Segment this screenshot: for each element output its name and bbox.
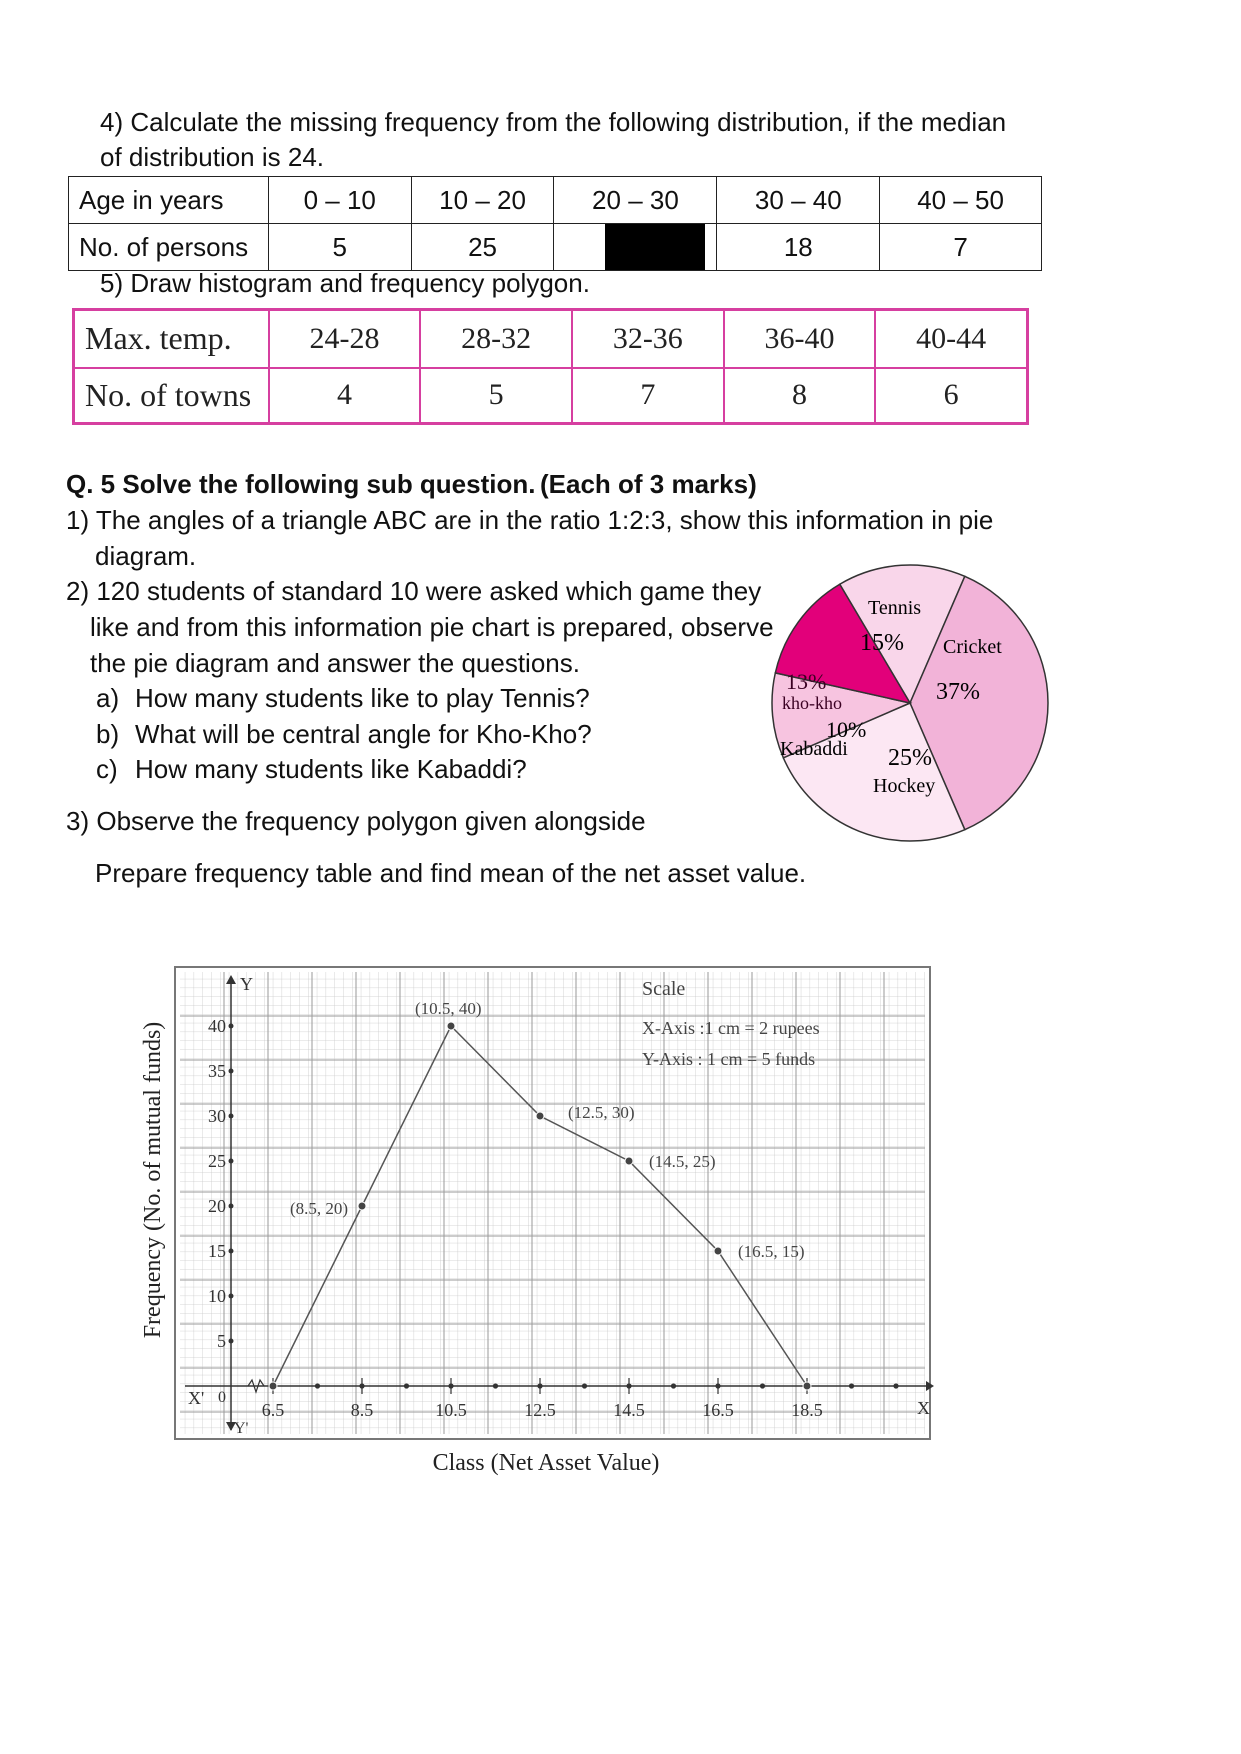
temp-class-cell: 32-36 — [572, 310, 724, 368]
q4-freq-cell: 18 — [717, 224, 880, 271]
y-tick-mark — [229, 1204, 234, 1209]
axis-x-neg-label: X' — [188, 1388, 205, 1408]
sub-a-label: a) — [96, 683, 120, 713]
scale-title: Scale — [642, 978, 686, 1000]
item1-line1: 1) The angles of a triangle ABC are in the ratio 1:2:3, show this information in pie — [66, 505, 994, 535]
axis-x-label: X — [917, 1398, 930, 1418]
axis-y-label: Y — [240, 974, 253, 994]
y-tick-mark — [229, 1294, 234, 1299]
sub-b-text: What will be central angle for Kho-Kho? — [135, 719, 592, 749]
q4-row1-label: Age in years — [69, 177, 269, 224]
q4-class-cell: 10 – 20 — [411, 177, 554, 224]
x-axis-dot — [537, 1383, 542, 1388]
point-label: (14.5, 25) — [649, 1152, 716, 1171]
x-axis-dot — [448, 1383, 453, 1388]
y-tick-label: 5 — [217, 1331, 226, 1351]
item3-line1: 3) Observe the frequency polygon given alongside — [66, 806, 646, 836]
sub-c-label: c) — [96, 754, 118, 784]
y-tick-mark — [229, 1069, 234, 1074]
y-tick-label: 20 — [208, 1196, 226, 1216]
item2-line1: 2) 120 students of standard 10 were asked which game they — [66, 576, 762, 606]
pie-label-tennis: Tennis — [868, 597, 922, 619]
polygon-point — [803, 1382, 811, 1390]
y-tick-mark — [229, 1024, 234, 1029]
y-tick-label: 35 — [208, 1061, 226, 1081]
polygon-point — [447, 1022, 455, 1030]
item2-line3: the pie diagram and answer the questions. — [90, 648, 580, 678]
point-label: (16.5, 15) — [738, 1242, 805, 1261]
redaction-box — [605, 224, 705, 270]
pie-label-kabaddi: Kabaddi — [780, 738, 848, 760]
pie-label-hockey: Hockey — [873, 775, 936, 797]
polygon-point — [714, 1247, 722, 1255]
q4-text-line2: of distribution is 24. — [100, 142, 325, 172]
x-axis-dot — [582, 1383, 587, 1388]
x-axis-dot — [315, 1383, 320, 1388]
x-tick-label: 16.5 — [702, 1400, 734, 1420]
pie-percent-hockey: 25% — [888, 745, 932, 771]
x-axis-dot — [493, 1383, 498, 1388]
point-label: (12.5, 30) — [568, 1103, 635, 1122]
y-axis-title: Frequency (No. of mutual funds) — [140, 1021, 166, 1339]
scale-y: Y-Axis : 1 cm = 5 funds — [642, 1049, 816, 1069]
temp-freq-cell: 5 — [420, 368, 572, 424]
y-tick-mark — [229, 1249, 234, 1254]
x-tick-label: 14.5 — [613, 1400, 645, 1420]
x-axis-dot — [715, 1383, 720, 1388]
item2-line2: like and from this information pie chart is prepared, observe — [90, 612, 774, 642]
polygon-point — [625, 1157, 633, 1165]
temp-class-cell: 40-44 — [875, 310, 1027, 368]
x-tick-label: 8.5 — [350, 1400, 374, 1420]
q4-freq-cell: 5 — [268, 224, 411, 271]
q4-row2-label: No. of persons — [69, 224, 269, 271]
q4-class-cell: 30 – 40 — [717, 177, 880, 224]
x-axis-dot — [760, 1383, 765, 1388]
temp-freq-cell: 4 — [269, 368, 421, 424]
q4-table — [68, 176, 1042, 271]
y-tick-label: 10 — [208, 1286, 226, 1306]
scale-x: X-Axis :1 cm = 2 rupees — [642, 1018, 820, 1038]
temp-freq-cell: 8 — [724, 368, 876, 424]
temp-table — [72, 308, 1029, 425]
frequency-polygon-chart — [130, 960, 960, 1490]
y-tick-mark — [229, 1339, 234, 1344]
y-tick-mark — [229, 1159, 234, 1164]
y-tick-mark — [229, 1114, 234, 1119]
polygon-point — [358, 1202, 366, 1210]
temp-class-cell: 28-32 — [420, 310, 572, 368]
temp-row2-label: No. of towns — [74, 368, 269, 424]
x-axis-title: Class (Net Asset Value) — [432, 1450, 660, 1476]
y-tick-label: 25 — [208, 1151, 226, 1171]
x-tick-label: 10.5 — [435, 1400, 467, 1420]
x-tick-label: 12.5 — [524, 1400, 556, 1420]
y-tick-label: 40 — [208, 1016, 226, 1036]
x-axis-dot — [359, 1383, 364, 1388]
temp-class-cell: 24-28 — [269, 310, 421, 368]
x-axis-dot — [893, 1383, 898, 1388]
origin-label: 0 — [218, 1389, 226, 1406]
x-axis-dot — [626, 1383, 631, 1388]
q4-class-cell: 0 – 10 — [268, 177, 411, 224]
game-pie-chart — [770, 558, 1055, 848]
q4-class-cell: 20 – 30 — [554, 177, 717, 224]
q4-freq-cell: 25 — [411, 224, 554, 271]
pie-label-cricket: Cricket — [943, 636, 1002, 658]
axis-y-neg-label: Y' — [234, 1420, 249, 1437]
temp-freq-cell: 6 — [875, 368, 1027, 424]
point-label: (10.5, 40) — [415, 999, 482, 1018]
pie-percent-cricket: 37% — [936, 679, 980, 705]
temp-freq-cell: 7 — [572, 368, 724, 424]
temp-row1-label: Max. temp. — [74, 310, 269, 368]
q4-text-line1: 4) Calculate the missing frequency from the following distribution, if the median — [100, 107, 1007, 137]
sub-c-text: How many students like Kabaddi? — [135, 754, 527, 784]
section-marks: (Each of 3 marks) — [540, 469, 757, 499]
y-tick-label: 30 — [208, 1106, 226, 1126]
x-axis-dot — [404, 1383, 409, 1388]
pie-percent-tennis: 15% — [860, 630, 904, 656]
pie-percent-kabaddi: 10% — [826, 717, 867, 742]
x-axis-dot — [849, 1383, 854, 1388]
sub-a-text: How many students like to play Tennis? — [135, 683, 590, 713]
polygon-point — [269, 1382, 277, 1390]
q4-class-cell: 40 – 50 — [880, 177, 1042, 224]
x-axis-dot — [671, 1383, 676, 1388]
item3-line2: Prepare frequency table and find mean of the net asset value. — [95, 858, 807, 888]
temp-class-cell: 36-40 — [724, 310, 876, 368]
sub-b-label: b) — [96, 719, 120, 749]
point-label: (8.5, 20) — [290, 1199, 349, 1218]
y-tick-label: 15 — [208, 1241, 226, 1261]
section-heading: Q. 5 Solve the following sub question. — [66, 469, 536, 499]
pie-percent-khokho: 13% — [786, 669, 827, 694]
x-tick-label: 6.5 — [261, 1400, 285, 1420]
q5-item-text: 5) Draw histogram and frequency polygon. — [100, 268, 590, 298]
q4-freq-cell: 7 — [880, 224, 1042, 271]
pie-label-khokho: kho-kho — [782, 693, 842, 713]
polygon-point — [536, 1112, 544, 1120]
item1-line2: diagram. — [95, 541, 197, 571]
x-tick-label: 18.5 — [791, 1400, 823, 1420]
